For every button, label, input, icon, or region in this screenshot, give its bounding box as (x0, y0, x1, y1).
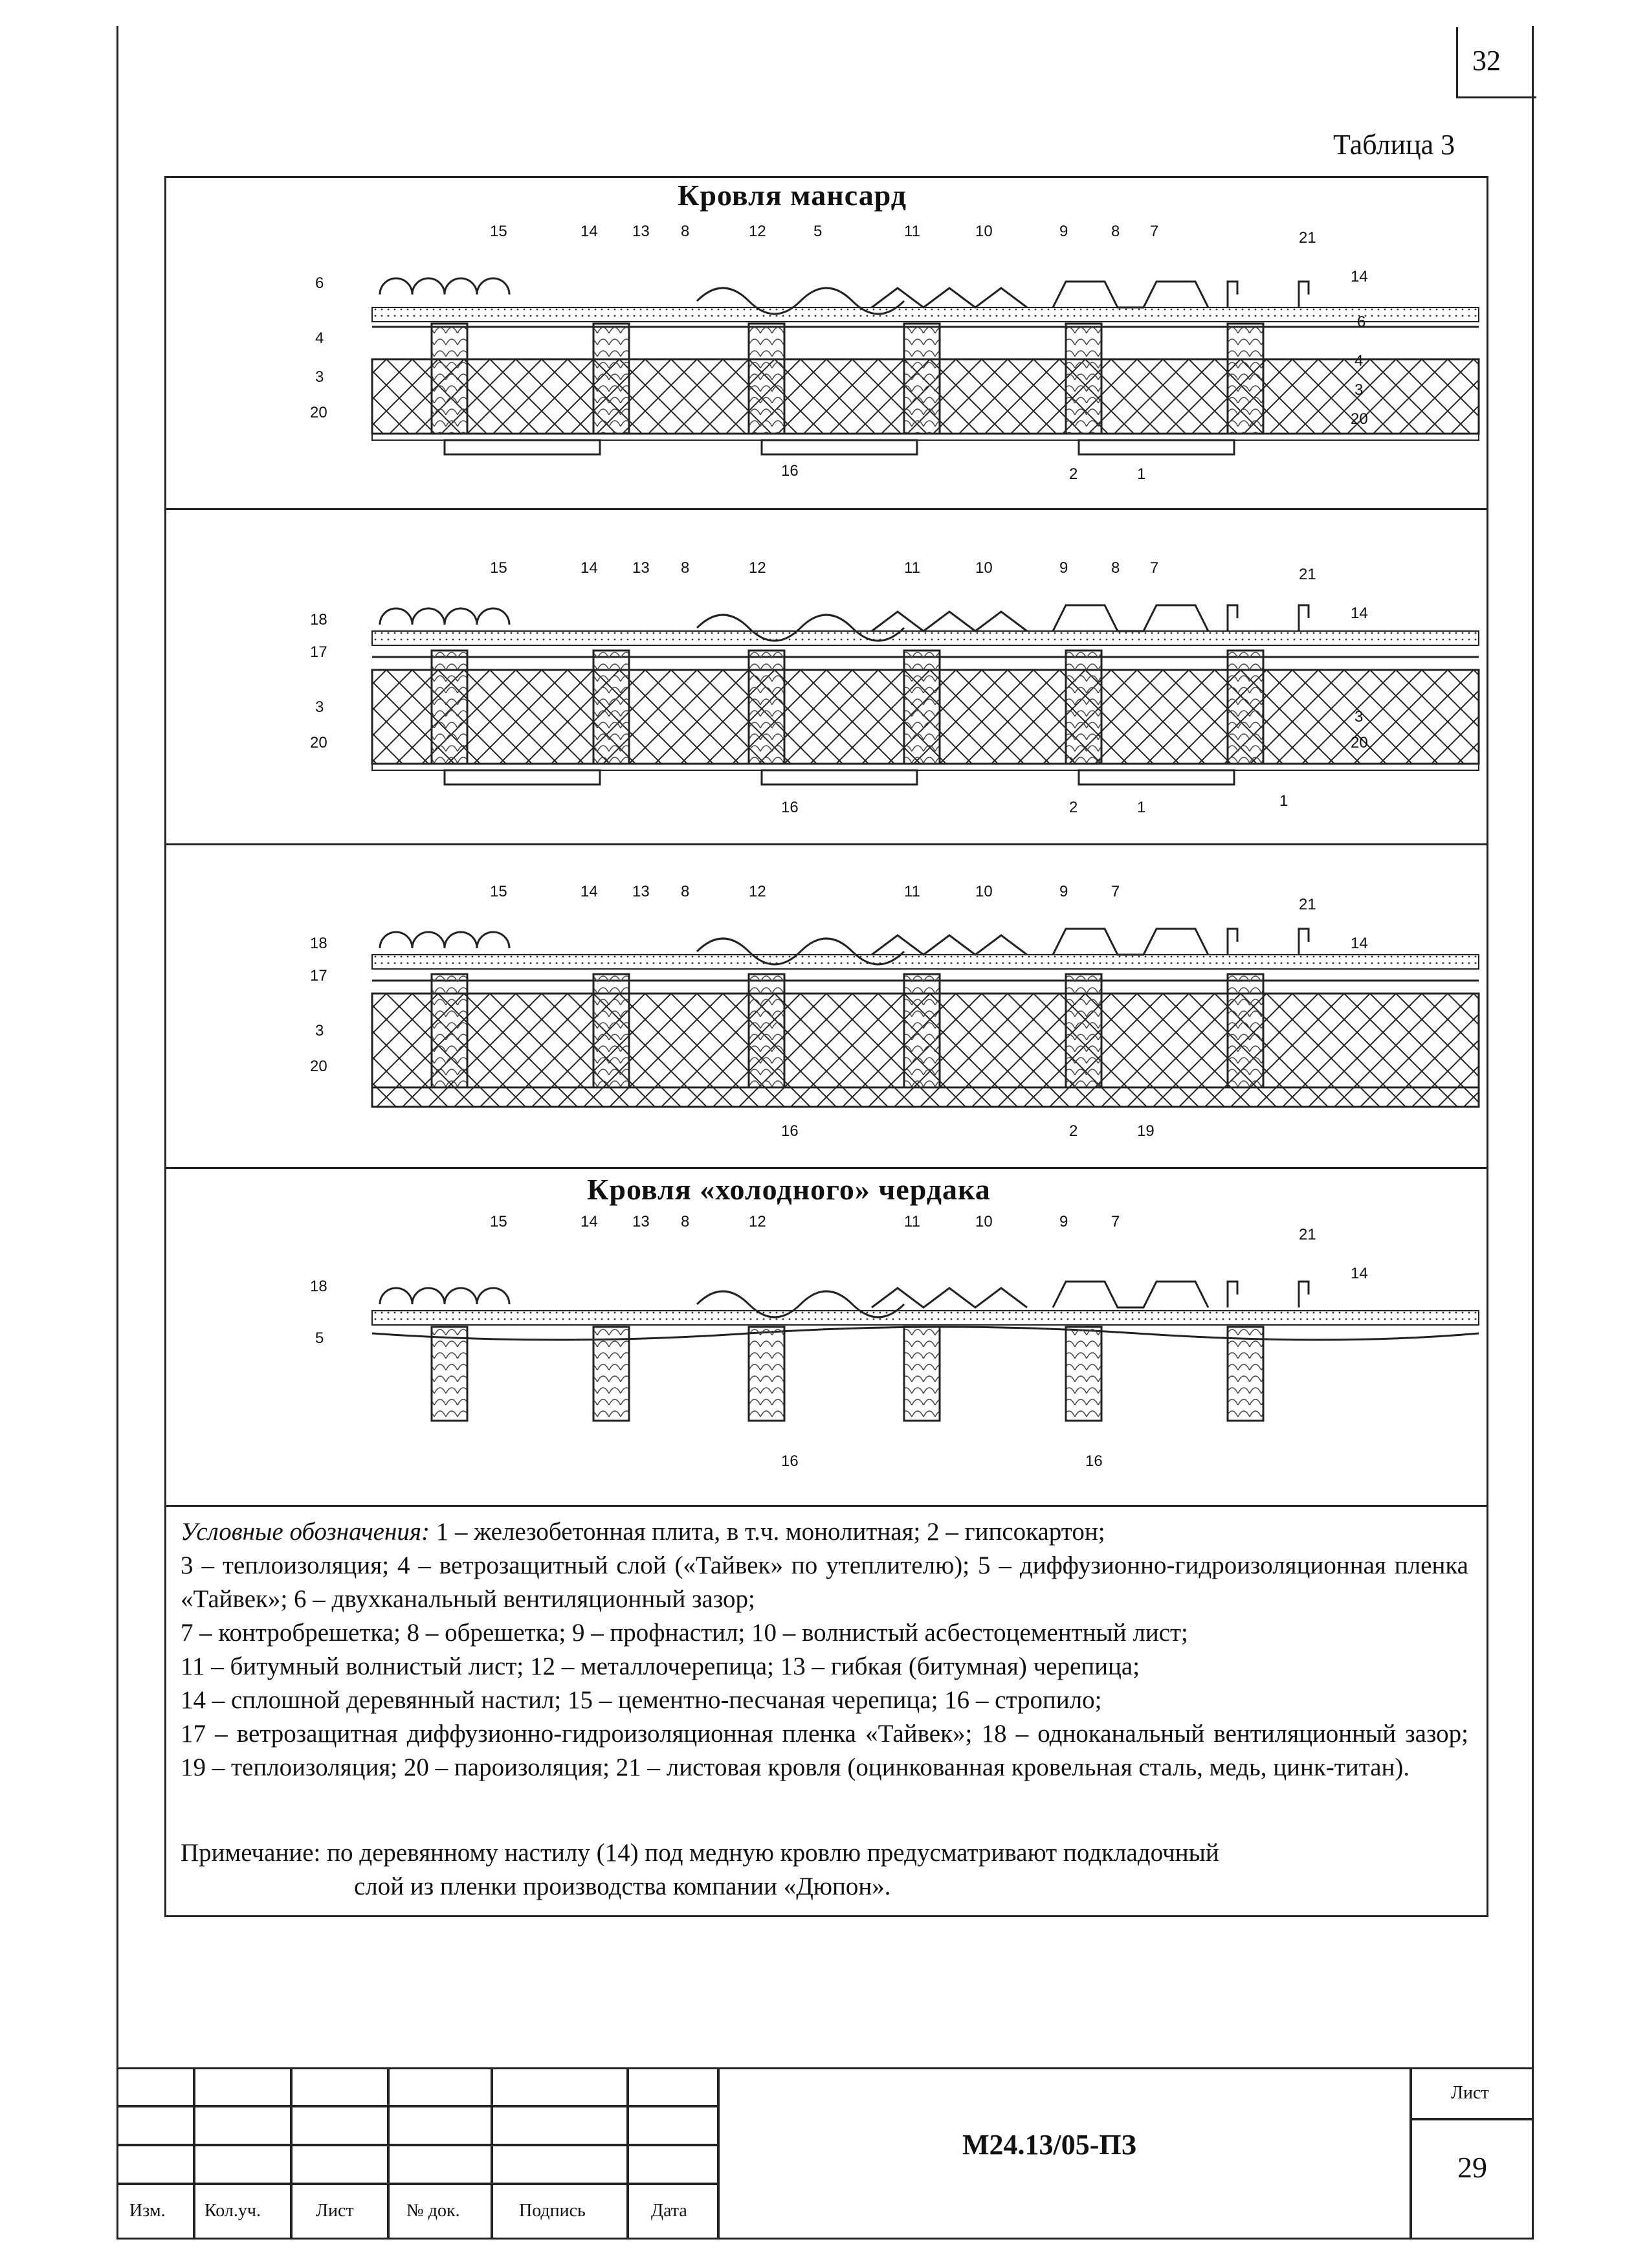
legend-title: Условные обозначения: (181, 1518, 430, 1546)
svg-text:8: 8 (1111, 559, 1120, 577)
mansard-title: Кровля мансард (678, 179, 907, 212)
row-divider (166, 1505, 1487, 1507)
note-text-2: слой из пленки производства компании «Дюпон». (354, 1873, 891, 1900)
svg-text:13: 13 (632, 223, 650, 240)
svg-text:15: 15 (490, 559, 507, 577)
svg-text:6: 6 (315, 274, 324, 292)
legend-line-6: 17 – ветрозащитная диффузионно-гидроизоляционная пленка «Тайвек»; 18 – одноканальный вентиляционный зазор; 19 – теплоизоляция; 20 – пароизоляция; 21 – листовая кровля (оцинкованная кровельная сталь, медь, цинк-титан). (181, 1720, 1468, 1781)
svg-text:14: 14 (1351, 268, 1368, 285)
doc-code: М24.13/05-ПЗ (962, 2129, 1136, 2161)
svg-text:18: 18 (310, 1278, 327, 1295)
svg-text:16: 16 (1085, 1452, 1103, 1470)
svg-text:16: 16 (781, 1452, 799, 1470)
col-data: Дата (651, 2201, 687, 2221)
svg-text:17: 17 (310, 967, 327, 984)
row-divider (166, 508, 1487, 510)
svg-text:14: 14 (580, 1213, 598, 1230)
table-3 (164, 176, 1488, 1917)
svg-text:11: 11 (904, 559, 920, 577)
note-text-1: по деревянному настилу (14) под медную кровлю предусматривают подкладочный (320, 1839, 1219, 1867)
legend-line-2: 3 – теплоизоляция; 4 – ветрозащитный слой («Тайвек» по утеплителю); 5 – диффузионно-гидроизоляционная пленка «Тайвек»; 6 – двухканальный вентиляционный зазор; (181, 1551, 1468, 1613)
svg-text:2: 2 (1069, 1122, 1078, 1140)
svg-text:15: 15 (490, 883, 507, 900)
col-izm: Изм. (129, 2201, 166, 2221)
svg-text:16: 16 (781, 799, 799, 816)
svg-text:12: 12 (749, 1213, 766, 1230)
col-koluch: Кол.уч. (204, 2201, 261, 2221)
svg-text:15: 15 (490, 1213, 507, 1230)
svg-text:11: 11 (904, 1213, 920, 1230)
cold-attic-title: Кровля «холодного» чердака (587, 1173, 991, 1206)
svg-text:14: 14 (580, 559, 598, 577)
legend (181, 1515, 1468, 1784)
svg-text:20: 20 (310, 404, 327, 421)
page-number: 32 (1472, 45, 1501, 76)
svg-text:16: 16 (781, 1122, 799, 1140)
svg-text:3: 3 (1354, 708, 1364, 726)
note (181, 1836, 1468, 1904)
svg-text:9: 9 (1059, 559, 1068, 577)
svg-text:12: 12 (749, 559, 766, 577)
svg-text:9: 9 (1059, 883, 1068, 900)
svg-text:14: 14 (580, 883, 598, 900)
roof-section-diagram-3 (166, 877, 1487, 1162)
roof-section-diagram-1 (166, 217, 1487, 502)
svg-text:7: 7 (1111, 1213, 1120, 1230)
svg-text:8: 8 (681, 223, 690, 240)
svg-text:20: 20 (1351, 734, 1368, 751)
svg-text:10: 10 (975, 559, 993, 577)
svg-text:21: 21 (1299, 896, 1316, 913)
svg-text:3: 3 (315, 698, 324, 716)
svg-text:9: 9 (1059, 1213, 1068, 1230)
svg-text:16: 16 (781, 462, 799, 480)
table-label: Таблица 3 (1333, 129, 1455, 161)
svg-text:21: 21 (1299, 229, 1316, 247)
svg-text:10: 10 (975, 883, 993, 900)
svg-text:8: 8 (681, 559, 690, 577)
legend-line-1: 1 – железобетонная плита, в т.ч. монолитная; 2 – гипсокартон; (429, 1518, 1105, 1546)
svg-text:9: 9 (1059, 223, 1068, 240)
svg-text:3: 3 (315, 368, 324, 386)
svg-text:2: 2 (1069, 799, 1078, 816)
sheet-number: 29 (1457, 2151, 1487, 2184)
svg-text:11: 11 (904, 223, 920, 240)
svg-text:8: 8 (681, 883, 690, 900)
col-ndok: № док. (406, 2201, 460, 2221)
svg-text:21: 21 (1299, 566, 1316, 583)
svg-text:4: 4 (315, 329, 324, 347)
svg-text:12: 12 (749, 223, 766, 240)
svg-text:20: 20 (1351, 410, 1368, 428)
legend-line-3: 7 – контробрешетка; 8 – обрешетка; 9 – профнастил; 10 – волнистый асбестоцементный лист; (181, 1619, 1188, 1647)
svg-text:20: 20 (310, 1058, 327, 1075)
svg-text:4: 4 (1354, 352, 1364, 370)
svg-text:17: 17 (310, 643, 327, 661)
page-number-box (1456, 27, 1536, 98)
svg-text:1: 1 (1279, 792, 1288, 810)
legend-line-5: 14 – сплошной деревянный настил; 15 – цементно-песчаная черепица; 16 – стропило; (181, 1686, 1102, 1714)
roof-section-diagram-4 (166, 1207, 1487, 1498)
svg-text:7: 7 (1111, 883, 1120, 900)
svg-text:19: 19 (1137, 1122, 1155, 1140)
svg-text:14: 14 (1351, 605, 1368, 622)
svg-text:3: 3 (315, 1022, 324, 1040)
svg-text:20: 20 (310, 734, 327, 751)
svg-text:5: 5 (813, 223, 823, 240)
svg-text:3: 3 (1354, 381, 1364, 399)
svg-text:5: 5 (315, 1329, 324, 1347)
svg-text:2: 2 (1069, 465, 1078, 483)
svg-text:18: 18 (310, 611, 327, 628)
svg-text:1: 1 (1137, 465, 1146, 483)
sheet-label: Лист (1451, 2083, 1489, 2103)
row-divider (166, 1167, 1487, 1169)
svg-text:13: 13 (632, 1213, 650, 1230)
svg-text:11: 11 (904, 883, 920, 900)
roof-section-diagram-2 (166, 553, 1487, 838)
svg-text:1: 1 (1137, 799, 1146, 816)
svg-text:8: 8 (681, 1213, 690, 1230)
row-divider (166, 843, 1487, 845)
title-block (116, 2067, 1534, 2240)
svg-text:10: 10 (975, 1213, 993, 1230)
svg-text:18: 18 (310, 935, 327, 952)
svg-text:7: 7 (1150, 223, 1159, 240)
svg-text:7: 7 (1150, 559, 1159, 577)
svg-text:14: 14 (1351, 935, 1368, 952)
svg-text:13: 13 (632, 883, 650, 900)
col-podpis: Подпись (519, 2201, 586, 2221)
note-label: Примечание: (181, 1839, 321, 1867)
svg-text:21: 21 (1299, 1226, 1316, 1243)
svg-text:8: 8 (1111, 223, 1120, 240)
svg-text:6: 6 (1357, 313, 1366, 331)
col-list: Лист (316, 2201, 354, 2221)
svg-text:14: 14 (1351, 1265, 1368, 1282)
legend-line-4: 11 – битумный волнистый лист; 12 – металлочерепица; 13 – гибкая (битумная) черепица; (181, 1652, 1140, 1680)
svg-text:15: 15 (490, 223, 507, 240)
svg-text:12: 12 (749, 883, 766, 900)
svg-text:10: 10 (975, 223, 993, 240)
svg-text:14: 14 (580, 223, 598, 240)
svg-text:13: 13 (632, 559, 650, 577)
